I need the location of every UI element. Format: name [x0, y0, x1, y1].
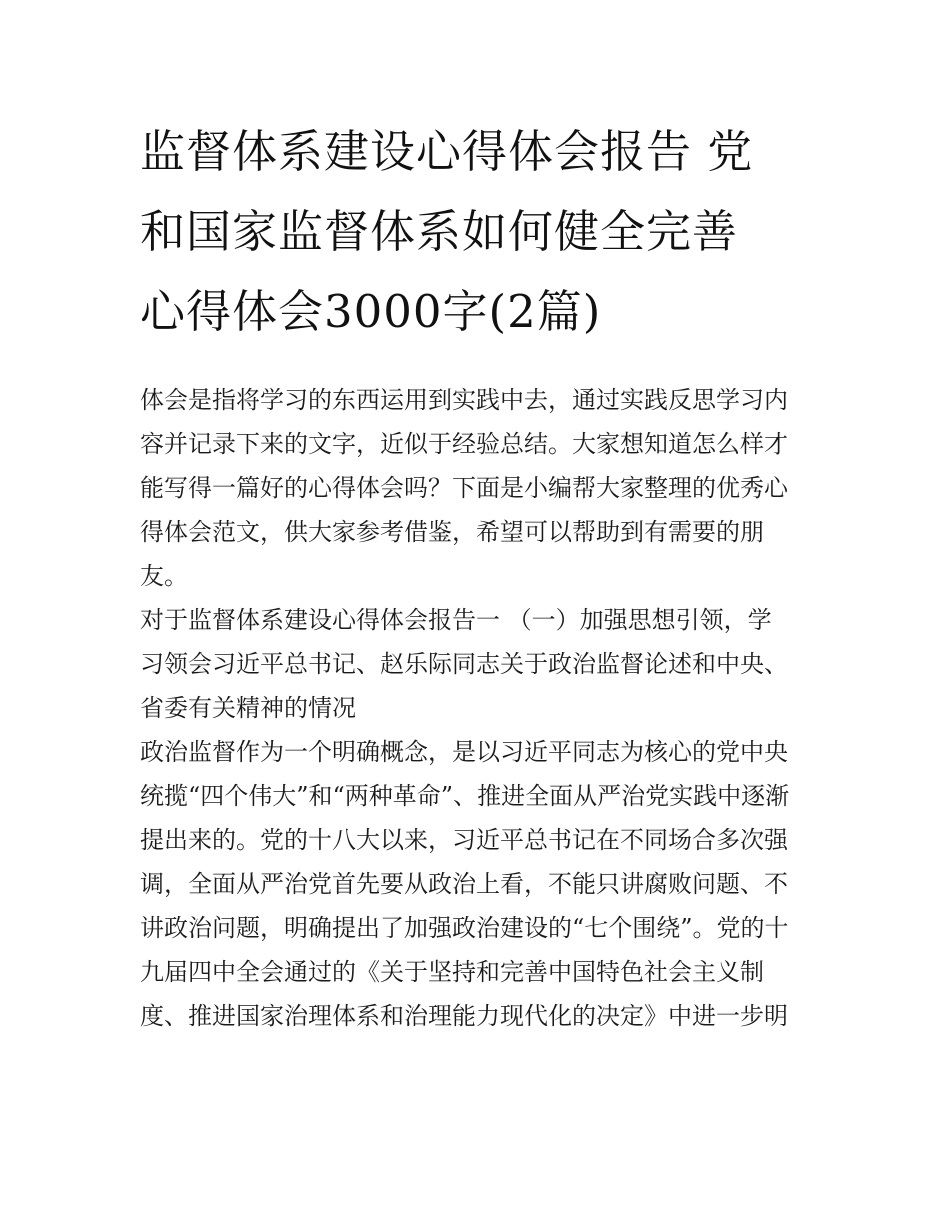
text-line: 统揽“四个伟大”和“两种革命”、推进全面从严治党实践中逐渐: [140, 782, 790, 810]
text-line: 得体会范文，供大家参考借鉴，希望可以帮助到有需要的朋: [140, 518, 764, 546]
body-paragraph: [140, 730, 812, 1038]
text-line: 讲政治问题，明确提出了加强政治建设的“七个围绕”。党的十: [140, 914, 789, 942]
text-line: 习领会习近平总书记、赵乐际同志关于政治监督论述和中央、: [140, 650, 788, 678]
text-line: 度、推进国家治理体系和治理能力现代化的决定》中进一步明: [140, 1002, 788, 1030]
title-line-2: 和国家监督体系如何健全完善: [140, 205, 739, 258]
text-line: 对于监督体系建设心得体会报告一 （一）加强思想引领，学: [140, 606, 772, 634]
text-line: 调，全面从严治党首先要从政治上看，不能只讲腐败问题、不: [140, 870, 788, 898]
text-line: 九届四中全会通过的《关于坚持和完善中国特色社会主义制: [140, 958, 764, 986]
text-line: 容并记录下来的文字，近似于经验总结。大家想知道怎么样才: [140, 430, 788, 458]
text-line: 省委有关精神的情况: [140, 694, 356, 722]
section-heading-paragraph: [140, 598, 812, 730]
document-title: [140, 112, 812, 352]
title-line-1: 监督体系建设心得体会报告 党: [140, 125, 754, 178]
document-page: [140, 112, 812, 1038]
text-line: 政治监督作为一个明确概念，是以习近平同志为核心的党中央: [140, 738, 788, 766]
text-line: 能写得一篇好的心得体会吗？下面是小编帮大家整理的优秀心: [140, 474, 788, 502]
intro-paragraph: [140, 378, 812, 598]
title-line-3: 心得体会3000字(2篇): [140, 285, 602, 338]
text-line: 提出来的。党的十八大以来，习近平总书记在不同场合多次强: [140, 826, 788, 854]
text-line: 体会是指将学习的东西运用到实践中去，通过实践反思学习内: [140, 386, 788, 414]
text-line: 友。: [140, 562, 188, 590]
